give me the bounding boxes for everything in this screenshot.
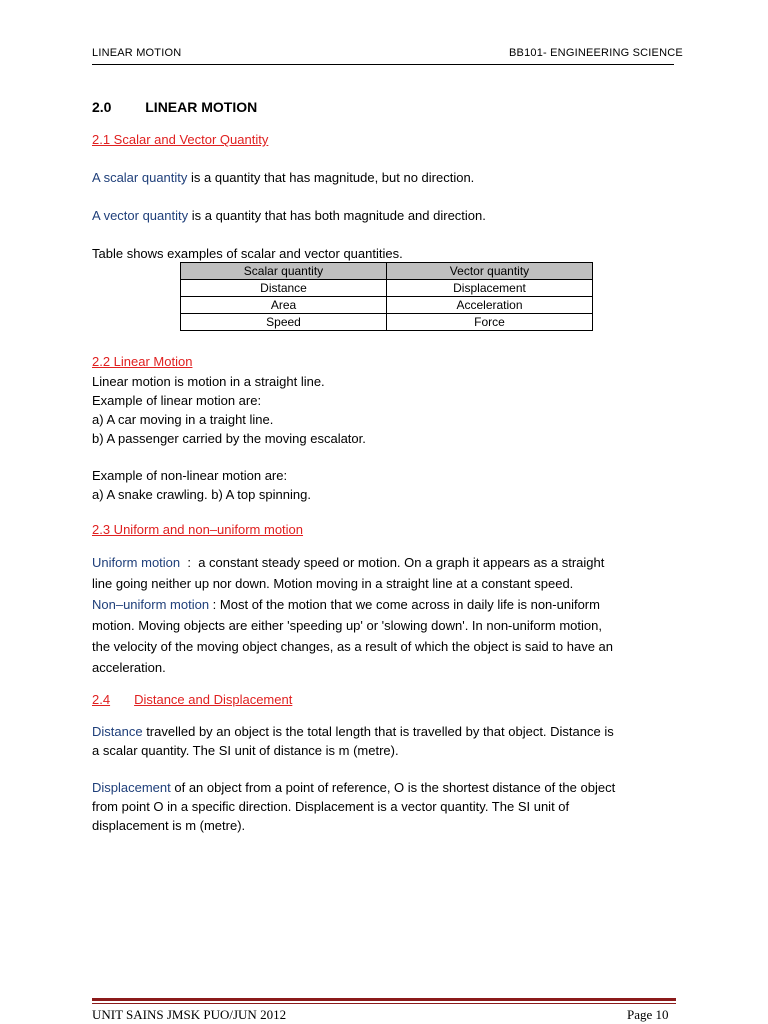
text-line: displacement is m (metre).: [92, 818, 246, 833]
table-header-vector: Vector quantity: [387, 263, 593, 280]
distance-term: Distance: [92, 724, 143, 739]
text-line: line going neither up nor down. Motion moving in a straight line at a constant speed.: [92, 576, 574, 591]
nonlinear-motion-text: [92, 466, 311, 504]
table-cell: Area: [181, 297, 387, 314]
text-line: [92, 594, 613, 615]
nonuniform-term: Non–uniform motion: [92, 597, 210, 612]
table-cell: Speed: [181, 314, 387, 331]
title-text: LINEAR MOTION: [145, 99, 258, 115]
table-cell: Acceleration: [387, 297, 593, 314]
vector-def: is a quantity that has both magnitude and direction.: [188, 208, 486, 223]
scalar-def: is a quantity that has magnitude, but no direction.: [187, 170, 475, 185]
table-cell: Force: [387, 314, 593, 331]
table-cell: Distance: [181, 280, 387, 297]
table-caption: Table shows examples of scalar and vector quantities.: [92, 246, 403, 261]
title-number: 2.0: [92, 99, 112, 115]
displacement-text: [92, 778, 615, 835]
scalar-term: A scalar quantity: [92, 170, 188, 185]
uniform-line-1: a constant steady speed or motion. On a graph it appears as a straight: [198, 555, 605, 570]
quantities-table: [180, 262, 593, 331]
linear-motion-text: [92, 372, 366, 448]
table-row: [181, 297, 593, 314]
table-row: [181, 280, 593, 297]
text-line: a scalar quantity. The SI unit of distance is m (metre).: [92, 743, 399, 758]
vector-term: A vector quantity: [92, 208, 189, 223]
text-line: acceleration.: [92, 660, 166, 675]
text-line: [92, 552, 613, 573]
page-number: Page 10: [627, 1007, 669, 1022]
text-line: motion. Moving objects are either 'speeding up' or 'slowing down'. In non-uniform motion,: [92, 618, 602, 633]
header-right: BB101- ENGINEERING SCIENCE: [509, 47, 683, 59]
section-2-4-number: 2.4: [92, 692, 111, 707]
text-line: Example of non-linear motion are:: [92, 468, 288, 483]
text-line: [92, 778, 615, 797]
text-line: from point O in a specific direction. Displacement is a vector quantity. The SI unit of: [92, 799, 570, 814]
uniform-motion-text: [92, 552, 613, 678]
section-2-4-heading: [92, 692, 292, 707]
table-header-row: [181, 263, 593, 280]
footer-divider-thin: [92, 1003, 676, 1004]
distance-line-1: travelled by an object is the total length that is travelled by that object. Distance is: [142, 724, 614, 739]
text-line: the velocity of the moving object changes, as a result of which the object is said to have an: [92, 639, 614, 654]
uniform-term: Uniform motion: [92, 555, 181, 570]
vector-definition: [92, 206, 486, 225]
table-header-scalar: Scalar quantity: [181, 263, 387, 280]
displacement-line-1: of an object from a point of reference, O is the shortest distance of the object: [170, 780, 616, 795]
table-row: [181, 314, 593, 331]
header-divider: [92, 64, 674, 65]
section-2-4-title: Distance and Displacement: [134, 692, 293, 707]
text-line: b) A passenger carried by the moving escalator.: [92, 431, 366, 446]
nonuniform-line-1: Most of the motion that we come across in daily life is non-uniform: [219, 597, 600, 612]
text-line: a) A snake crawling. b) A top spinning.: [92, 487, 311, 502]
header-left: LINEAR MOTION: [92, 47, 182, 59]
section-2-3-heading: 2.3 Uniform and non–uniform motion: [92, 522, 304, 537]
text-line: a) A car moving in a traight line.: [92, 412, 274, 427]
page-title: [92, 99, 257, 115]
footer-left: UNIT SAINS JMSK PUO/JUN 2012: [92, 1007, 287, 1022]
text-line: Linear motion is motion in a straight line.: [92, 374, 325, 389]
nonuniform-sep: :: [209, 597, 220, 612]
distance-text: [92, 722, 614, 760]
section-2-1-heading: 2.1 Scalar and Vector Quantity: [92, 132, 269, 147]
uniform-sep: :: [180, 555, 199, 570]
scalar-definition: [92, 168, 474, 187]
text-line: [92, 722, 614, 741]
section-2-2-heading: 2.2 Linear Motion: [92, 354, 193, 369]
table-cell: Displacement: [387, 280, 593, 297]
displacement-term: Displacement: [92, 780, 171, 795]
text-line: Example of linear motion are:: [92, 393, 262, 408]
footer-divider-thick: [92, 998, 676, 1001]
